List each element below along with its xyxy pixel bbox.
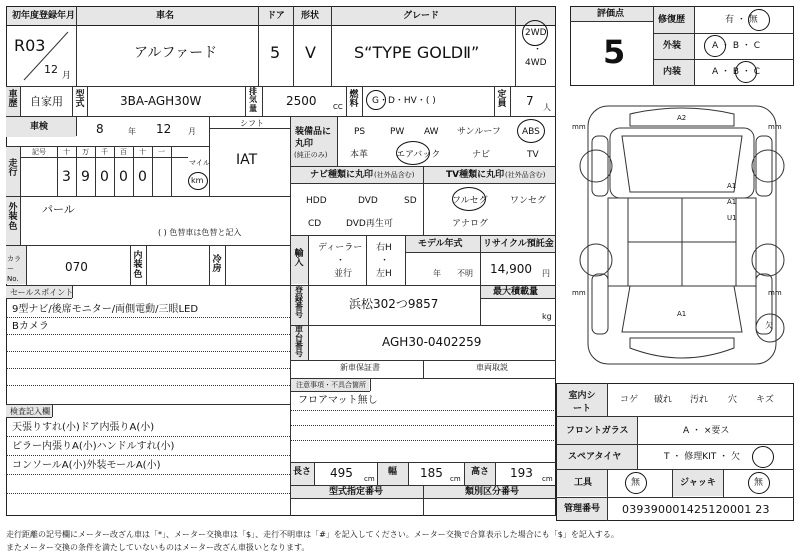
import-right-h: 右H	[376, 243, 392, 253]
mileage-header-4: 百	[120, 148, 127, 156]
ac-label: 冷房	[212, 255, 222, 275]
mileage-header-0: 記号	[32, 148, 46, 156]
notes-value: フロアマット無し	[298, 395, 378, 406]
equipment-label: 装備品に丸印	[295, 127, 332, 150]
km-label: km	[191, 176, 204, 185]
door-count: 5	[270, 43, 281, 62]
reg-month-unit: 月	[62, 71, 72, 81]
capacity-value: 7	[526, 94, 534, 108]
navi-type-label: ナビ種類に丸印	[310, 170, 374, 180]
inspection-note-3: コンソールA(小)外装モールA(小)	[12, 460, 161, 471]
tools-label: 工具	[574, 478, 593, 488]
exterior-options: A ・ B ・ C	[712, 41, 761, 51]
windshield-label: フロントガラス	[566, 426, 629, 436]
first-reg-label: 初年度登録年月	[12, 11, 76, 21]
footer-note-1: 走行距離の記号欄にメーター改ざん車は「*」、メーター交換車は「$」、走行不明車は「#」を記入してください。メーター交換で合算表示した場合にも「$」を記入する。	[6, 530, 619, 539]
sales-points-label: セールスポイント	[10, 288, 74, 297]
interior-sheet-label: 室内シート	[568, 391, 596, 414]
shape-label: 形状	[301, 11, 320, 21]
import-label: 輸入	[294, 249, 304, 269]
jack-label: ジャッキ	[680, 478, 716, 488]
usage-value: 自家用	[30, 95, 63, 108]
equip-aw: AW	[424, 127, 439, 137]
body-shape: V	[305, 43, 316, 62]
height-value: 193	[510, 466, 533, 480]
management-value: 039390001425120001 23	[622, 503, 770, 516]
interior-grade-label: 内装	[663, 67, 682, 77]
damage-mark-missing: 欠	[765, 321, 773, 330]
displacement-cc: CC	[333, 103, 343, 111]
sheet-dirt: 汚れ	[690, 395, 709, 405]
drive-4wd: 4WD	[525, 58, 547, 68]
capacity-label: 定員	[497, 90, 507, 110]
navi-dvd-play: DVD再生可	[346, 219, 393, 229]
import-dealer: ディーラー	[318, 243, 363, 253]
mm-1: mm	[572, 123, 586, 131]
mile-label: マイル	[189, 159, 210, 167]
mileage-digit-5: 0	[138, 169, 147, 185]
shift-value: IAT	[236, 152, 258, 168]
equipment-sub-label: (純正のみ)	[294, 151, 328, 159]
recycle-yen: 円	[542, 269, 550, 278]
equip-pw: PW	[390, 127, 405, 137]
tv-type-label: TV種類に丸印	[446, 170, 505, 180]
spare-tire-options: T ・ 修理KIT ・ 欠	[664, 452, 740, 462]
recycle-value: 14,900	[490, 262, 532, 276]
inspection-note-2: ピラー内張りA(小)ハンドルすれ(小)	[12, 441, 175, 452]
model-year-unit: 年	[433, 269, 441, 278]
mileage-label: 走行	[8, 159, 18, 179]
sales-point-line-1: 9型ナビ/後席モニター/両側電動/三眼LED	[12, 304, 199, 315]
capacity-unit: 人	[543, 103, 551, 112]
interior-b-circle	[735, 61, 757, 83]
grade-label: グレード	[403, 11, 440, 21]
reg-month: 12	[44, 63, 58, 76]
model-value: 3BA-AGH30W	[120, 94, 202, 108]
inspection-notes-label: 検査記入欄	[10, 407, 50, 416]
mileage-header-3: 千	[101, 148, 108, 156]
management-label: 管理番号	[564, 504, 601, 514]
import-dot: ・	[336, 256, 346, 266]
max-load-label: 最大積載量	[493, 287, 539, 297]
score-label: 評価点	[597, 9, 625, 19]
damage-mark-right-rear: A1	[727, 198, 737, 206]
sheet-tear: 破れ	[654, 395, 673, 405]
height-label: 高さ	[471, 467, 490, 477]
navi-type-note: (社外品含む)	[374, 171, 415, 179]
navi-sd: SD	[404, 196, 417, 206]
import-left-h: 左H	[376, 269, 392, 279]
car-name: アルファード	[134, 45, 218, 61]
usage-label: 車歴	[8, 90, 18, 110]
repair-label: 修復歴	[658, 15, 686, 25]
displacement-label: 排気量	[249, 87, 257, 113]
equip-navi: ナビ	[472, 150, 491, 160]
chassis-value: AGH30-0402259	[382, 335, 482, 349]
windshield-options: A ・ ×要ス	[683, 426, 730, 436]
inspection-month-unit: 月	[188, 127, 196, 136]
car-damage-diagram	[570, 96, 794, 376]
width-value: 185	[420, 466, 443, 480]
type-designation-label: 型式指定番号	[329, 487, 384, 497]
car-name-label: 車名	[156, 11, 175, 21]
equip-airbag: エアバック	[396, 150, 441, 160]
width-cm: cm	[450, 475, 461, 483]
plate-label: 登録番号	[295, 286, 303, 319]
inspection-note-1: 天張りすれ(小)ドア内張りA(小)	[12, 422, 155, 433]
import-parallel: 並行	[334, 269, 353, 279]
door-label: ドア	[267, 11, 285, 21]
damage-mark-right-door: A1	[727, 182, 737, 190]
spare-tire-label: スペアタイヤ	[568, 452, 622, 462]
fuel-options: G・D・HV・( )	[372, 96, 436, 106]
length-cm: cm	[364, 475, 375, 483]
tools-value: 無	[631, 478, 641, 488]
length-label: 長さ	[293, 467, 312, 477]
navi-cd: CD	[308, 219, 322, 229]
navi-hdd: HDD	[306, 196, 327, 206]
tv-fullseg: フルセグ	[452, 196, 488, 206]
damage-mark-front: A2	[677, 114, 687, 122]
interior-color-label: 内装色	[133, 251, 143, 280]
exterior-grade-label: 外装	[663, 41, 682, 51]
tv-analog: アナログ	[452, 219, 489, 229]
equip-leather: 本革	[350, 150, 369, 160]
repair-none-circle	[748, 9, 770, 31]
repair-options: 有 ・ 無	[725, 15, 758, 25]
equip-sunroof: サンルーフ	[457, 127, 501, 137]
height-cm: cm	[542, 475, 553, 483]
inspection-year: 8	[96, 122, 104, 136]
plate-value: 浜松302つ9857	[349, 297, 439, 311]
category-label: 類別区分番号	[465, 487, 520, 497]
model-year-label: モデル年式	[418, 239, 463, 249]
ext-color-value: パール	[42, 203, 75, 216]
model-year-unknown: 不明	[457, 269, 473, 278]
navi-dvd: DVD	[358, 196, 378, 206]
mileage-digit-2: 9	[81, 169, 90, 185]
mileage-header-6: 一	[158, 148, 165, 156]
tv-oneseg: ワンセグ	[510, 196, 547, 206]
damage-mark-rear: A1	[677, 310, 687, 318]
import-dot2: ・	[380, 256, 390, 266]
recycle-label: リサイクル預託金	[483, 239, 554, 249]
model-label: 型式	[75, 90, 85, 110]
inspection-label: 車検	[30, 122, 49, 132]
reg-year: R03	[14, 36, 46, 55]
equip-tv: TV	[527, 150, 539, 160]
displacement-value: 2500	[286, 94, 317, 108]
sheet-hole: 穴	[728, 395, 738, 405]
mm-3: mm	[572, 289, 586, 297]
tv-type-note: (社外品含む)	[505, 171, 546, 179]
score-value: 5	[603, 33, 626, 71]
fuel-label: 燃料	[349, 90, 359, 110]
color-no-value: 070	[65, 260, 88, 274]
color-no-label: カラーNo.	[7, 255, 21, 283]
mileage-digit-1: 3	[62, 169, 71, 185]
drive-2wd: 2WD	[525, 28, 547, 38]
sheet-burn: コゲ	[620, 395, 639, 405]
sales-point-line-2: Bカメラ	[12, 321, 49, 332]
spare-missing-circle	[752, 446, 774, 468]
ext-color-label: 外装色	[8, 203, 18, 232]
ext-color-note: ( ) 色替車は色替と記入	[158, 228, 242, 237]
exterior-a-circle	[704, 35, 726, 57]
equip-ps: PS	[354, 127, 366, 137]
max-load-kg: kg	[542, 312, 552, 321]
notes-label: 注意事項・不具合箇所	[296, 381, 366, 389]
mileage-header-1: 十	[63, 148, 70, 156]
damage-mark-u1: U1	[727, 214, 737, 222]
grade-value: S“TYPE GOLDⅡ”	[354, 43, 480, 62]
interior-options: A ・ B ・ C	[712, 67, 761, 77]
equip-abs: ABS	[522, 127, 540, 137]
car-manual: 車両取説	[476, 363, 508, 372]
mileage-digit-4: 0	[119, 169, 128, 185]
shift-label: シフト	[240, 119, 264, 128]
inspection-year-unit: 年	[128, 127, 136, 136]
drive-dot: ・	[533, 45, 543, 55]
mileage-header-2: 万	[82, 148, 89, 156]
chassis-label: 車台番号	[295, 325, 303, 358]
mileage-digit-3: 0	[100, 169, 109, 185]
mm-2: mm	[768, 123, 782, 131]
sheet-scratch: キズ	[756, 395, 774, 405]
inspection-month: 12	[156, 122, 172, 136]
new-car-warranty: 新車保証書	[340, 363, 380, 372]
mm-4: mm	[768, 289, 782, 297]
mileage-header-5: 十	[139, 148, 146, 156]
length-value: 495	[330, 466, 353, 480]
footer-note-2: またメーター交換の条件を満たしていないものはメーター改ざん車扱いとなります。	[6, 543, 310, 552]
jack-value: 無	[754, 478, 764, 488]
width-label: 幅	[388, 467, 398, 477]
